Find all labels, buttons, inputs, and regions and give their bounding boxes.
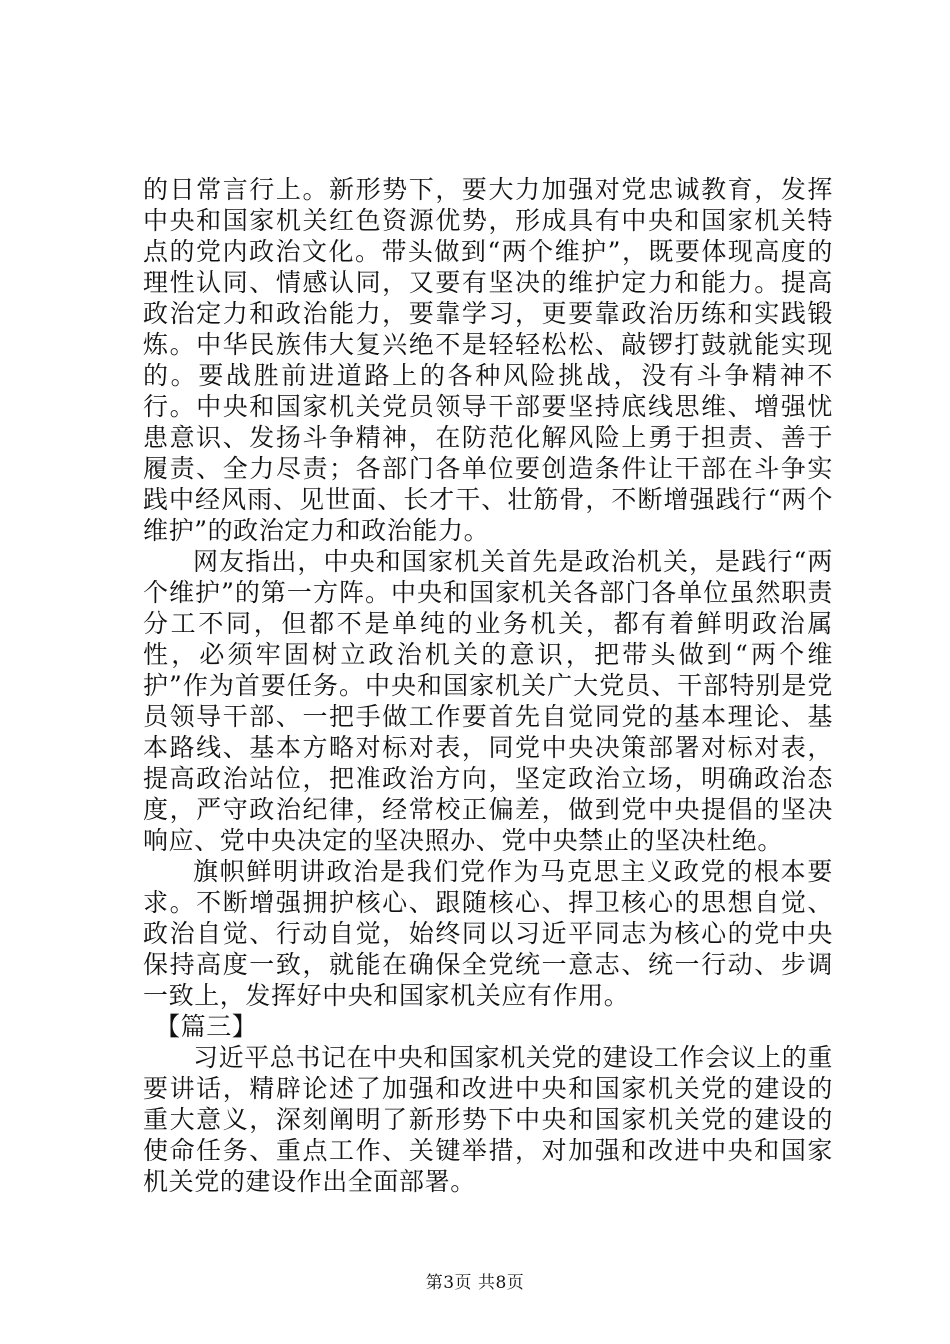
paragraph-continuation: 的日常言行上。新形势下，要大力加强对党忠诚教育，发挥中央和国家机关红色资源优势，形成具有中央和国家机关特点的党内政治文化。带头做到“两个维护”，既要体现高度的理性认同、情感认同，又要有坚决的维护定力和能力。提高政治定力和政治能力，要靠学习，更要靠政治历练和实践锻炼。中华民族伟大复兴绝不是轻轻松松、敲锣打鼓就能实现的。要战胜前进道路上的各种风险挑战，没有斗争精神不行。中央和国家机关党员领导干部要坚持底线思维、增强忧患意识、发扬斗争精神，在防范化解风险上勇于担责、善于履责、全力尽责；各部门各单位要创造条件让干部在斗争实践中经风雨、见世面、长才干、壮筋骨，不断增强践行“两个维护”的政治定力和政治能力。: [143, 175, 833, 545]
paragraph-politics: 旗帜鲜明讲政治是我们党作为马克思主义政党的根本要求。不断增强拥护核心、跟随核心、捍卫核心的思想自觉、政治自觉、行动自觉，始终同以习近平同志为核心的党中央保持高度一致，就能在确保全党统一意志、统一行动、步调一致上，发挥好中央和国家机关应有作用。: [143, 857, 833, 1010]
section-heading: 【篇三】: [155, 1012, 258, 1041]
document-body: [143, 174, 833, 1197]
paragraph-netizens: 网友指出，中央和国家机关首先是政治机关，是践行“两个维护”的第一方阵。中央和国家机关各部门各单位虽然职责分工不同，但都不是单纯的业务机关，都有着鲜明政治属性，必须牢固树立政治机关的意识，把带头做到“两个维护”作为首要任务。中央和国家机关广大党员、干部特别是党员领导干部、一把手做工作要首先自觉同党的基本理论、基本路线、基本方略对标对表，同党中央决策部署对标对表，提高政治站位，把准政治方向，坚定政治立场，明确政治态度，严守政治纪律，经常校正偏差，做到党中央提倡的坚决响应、党中央决定的坚决照办、党中央禁止的坚决杜绝。: [143, 547, 833, 855]
paragraph-speech: 习近平总书记在中央和国家机关党的建设工作会议上的重要讲话，精辟论述了加强和改进中央和国家机关党的建设的重大意义，深刻阐明了新形势下中央和国家机关党的建设的使命任务、重点工作、关键举措，对加强和改进中央和国家机关党的建设作出全面部署。: [143, 1043, 834, 1196]
page-number-footer: 第3页 共8页: [425, 1273, 525, 1293]
